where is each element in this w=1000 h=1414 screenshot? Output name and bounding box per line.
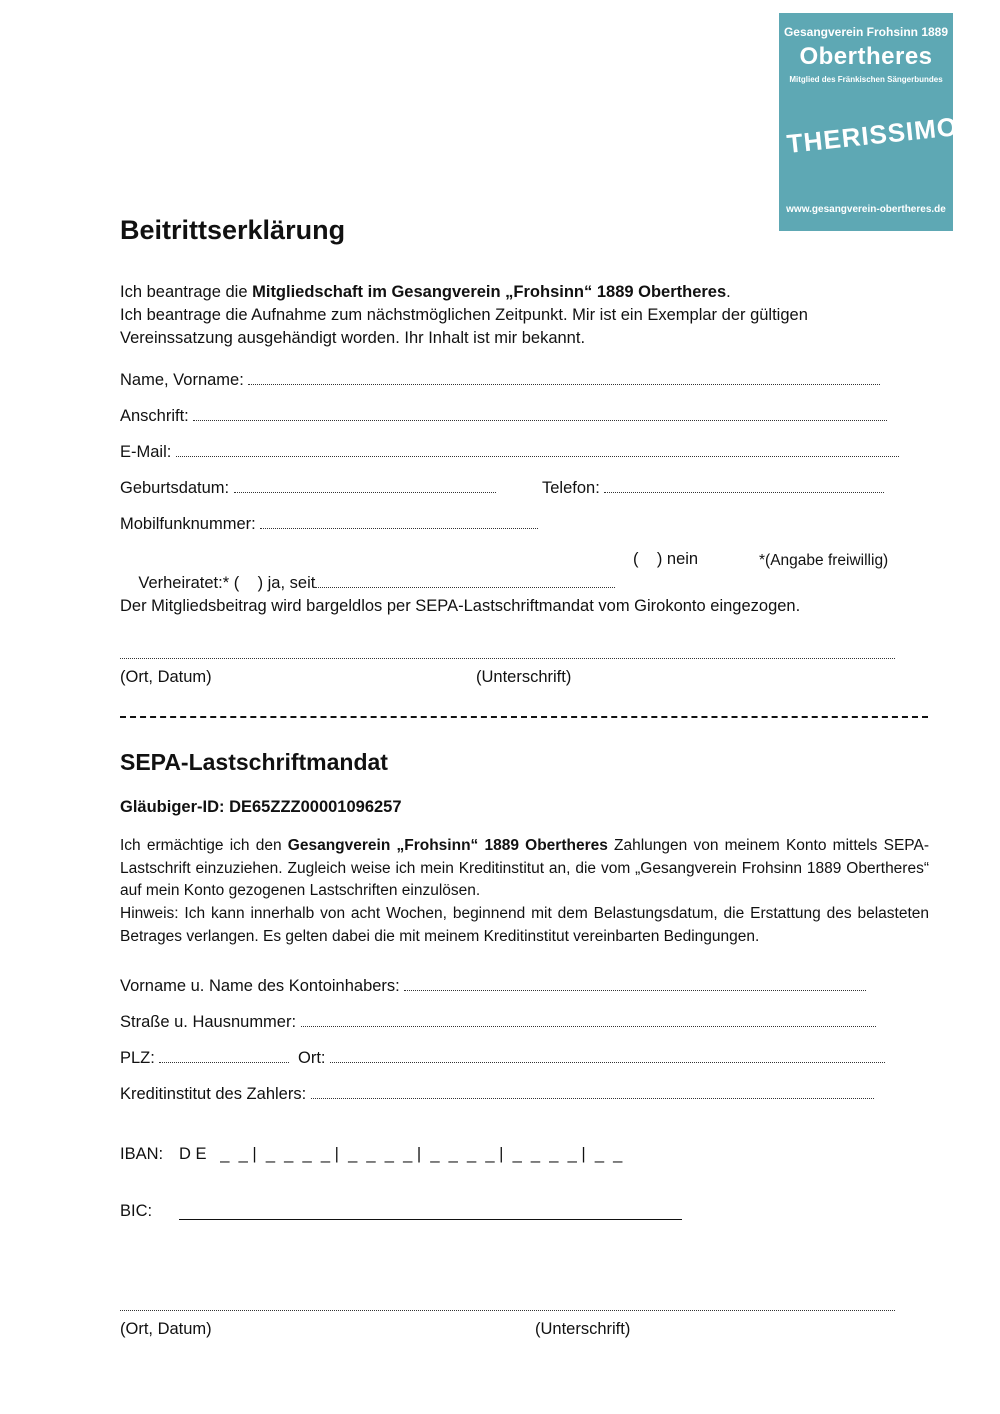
authorization-prefix: Ich ermächtige ich den xyxy=(120,837,288,854)
email-input-line[interactable] xyxy=(176,440,899,457)
authorization-rest: Zahlungen von meinem Konto mittels SEPA-Lastschrift einzuziehen. Zugleich weise ich mein Kreditinstitut an, die vom „Gesangverein Frohsinn 1889 Obertheres“ auf mein Konto gezogenen Lastschriften einzulösen. xyxy=(120,837,929,899)
logo-town: Obertheres xyxy=(799,43,933,70)
bic-label: BIC: xyxy=(120,1202,153,1220)
intro-suffix: . xyxy=(726,283,731,301)
intro-line-1 xyxy=(120,281,731,304)
telefon-field[interactable] xyxy=(542,476,884,500)
anschrift-input-line[interactable] xyxy=(193,404,887,421)
mobil-field[interactable] xyxy=(120,512,538,536)
name-label: Name, Vorname: xyxy=(120,371,244,389)
ort-datum-label-2: (Ort, Datum) xyxy=(120,1320,212,1338)
anschrift-label: Anschrift: xyxy=(120,407,189,425)
glaeubiger-id: Gläubiger-ID: DE65ZZZ00001096257 xyxy=(120,798,402,816)
telefon-label: Telefon: xyxy=(542,479,600,497)
kreditinstitut-label: Kreditinstitut des Zahlers: xyxy=(120,1085,307,1103)
cut-line-separator xyxy=(120,716,928,718)
intro-line-2: Ich beantrage die Aufnahme zum nächstmöglichen Zeitpunkt. Mir ist ein Exemplar der gültigen xyxy=(120,306,808,324)
signature-line-2[interactable] xyxy=(120,1300,895,1311)
kontoinhaber-input-line[interactable] xyxy=(404,974,866,991)
ort-input-line[interactable] xyxy=(330,1046,885,1063)
beitrag-text: Der Mitgliedsbeitrag wird bargeldlos per SEPA-Lastschriftmandat vom Girokonto eingezogen. xyxy=(120,597,801,615)
anschrift-field[interactable] xyxy=(120,404,887,428)
authorization-bold: Gesangverein „Frohsinn“ 1889 Obertheres xyxy=(287,837,608,854)
geburtsdatum-input-line[interactable] xyxy=(234,476,496,493)
email-field[interactable] xyxy=(120,440,899,464)
plz-field[interactable] xyxy=(120,1046,289,1070)
mobil-label: Mobilfunknummer: xyxy=(120,515,256,533)
logo-club-name: Gesangverein Frohsinn 1889 xyxy=(783,25,949,39)
kontoinhaber-field[interactable] xyxy=(120,974,866,998)
verheiratet-label: Verheiratet:* ( ) ja, seit xyxy=(138,574,316,592)
mobil-input-line[interactable] xyxy=(260,512,538,529)
kreditinstitut-field[interactable] xyxy=(120,1082,874,1106)
freiwillig-note: *(Angabe freiwillig) xyxy=(759,552,889,569)
iban-input-pattern[interactable]: D E _ _ | _ _ _ _ | _ _ _ _ | _ _ _ _ | _ _ _ _ | _ _ xyxy=(179,1145,623,1163)
sepa-authorization-text xyxy=(120,835,929,903)
hinweis-text: Hinweis: Ich kann innerhalb von acht Wochen, beginnend mit dem Belastungsdatum, die Erstattung des belasteten Betrages verlangen. Es gelten dabei die mit meinem Kreditinstitut vereinbarten Bedingungen. xyxy=(120,905,929,945)
ort-field[interactable] xyxy=(298,1046,885,1070)
kreditinstitut-input-line[interactable] xyxy=(311,1082,874,1099)
ort-datum-label-1: (Ort, Datum) xyxy=(120,668,212,686)
intro-line-3: Vereinssatzung ausgehändigt worden. Ihr Inhalt ist mir bekannt. xyxy=(120,329,586,347)
name-input-line[interactable] xyxy=(248,368,880,385)
kontoinhaber-label: Vorname u. Name des Kontoinhabers: xyxy=(120,977,400,995)
intro-prefix: Ich beantrage die xyxy=(120,283,253,301)
geburtsdatum-label: Geburtsdatum: xyxy=(120,479,230,497)
page-title: Beitrittserklärung xyxy=(120,215,346,245)
plz-label: PLZ: xyxy=(120,1049,155,1067)
ort-label: Ort: xyxy=(298,1049,326,1067)
email-label: E-Mail: xyxy=(120,443,172,461)
name-field[interactable] xyxy=(120,368,880,392)
signature-line-1[interactable] xyxy=(120,648,895,659)
unterschrift-label-1: (Unterschrift) xyxy=(476,668,572,686)
unterschrift-label-2: (Unterschrift) xyxy=(535,1320,631,1338)
verheiratet-input-line[interactable] xyxy=(315,571,615,588)
strasse-label: Straße u. Hausnummer: xyxy=(120,1013,297,1031)
telefon-input-line[interactable] xyxy=(604,476,884,493)
intro-bold: Mitgliedschaft im Gesangverein „Frohsinn“ 1889 Obertheres xyxy=(252,283,727,301)
plz-input-line[interactable] xyxy=(159,1046,289,1063)
logo-brand: THERISSIMO xyxy=(785,111,960,159)
bic-input-line[interactable] xyxy=(179,1219,682,1220)
geburtsdatum-field[interactable] xyxy=(120,476,496,500)
logo-url: www.gesangverein-obertheres.de xyxy=(786,204,946,215)
logo-membership: Mitglied des Fränkischen Sängerbundes xyxy=(789,75,943,84)
club-logo xyxy=(779,13,960,231)
sepa-title: SEPA-Lastschriftmandat xyxy=(120,749,388,775)
strasse-field[interactable] xyxy=(120,1010,876,1034)
iban-label: IBAN: xyxy=(120,1145,164,1163)
strasse-input-line[interactable] xyxy=(301,1010,876,1027)
nein-option[interactable]: ( ) nein xyxy=(633,550,699,568)
